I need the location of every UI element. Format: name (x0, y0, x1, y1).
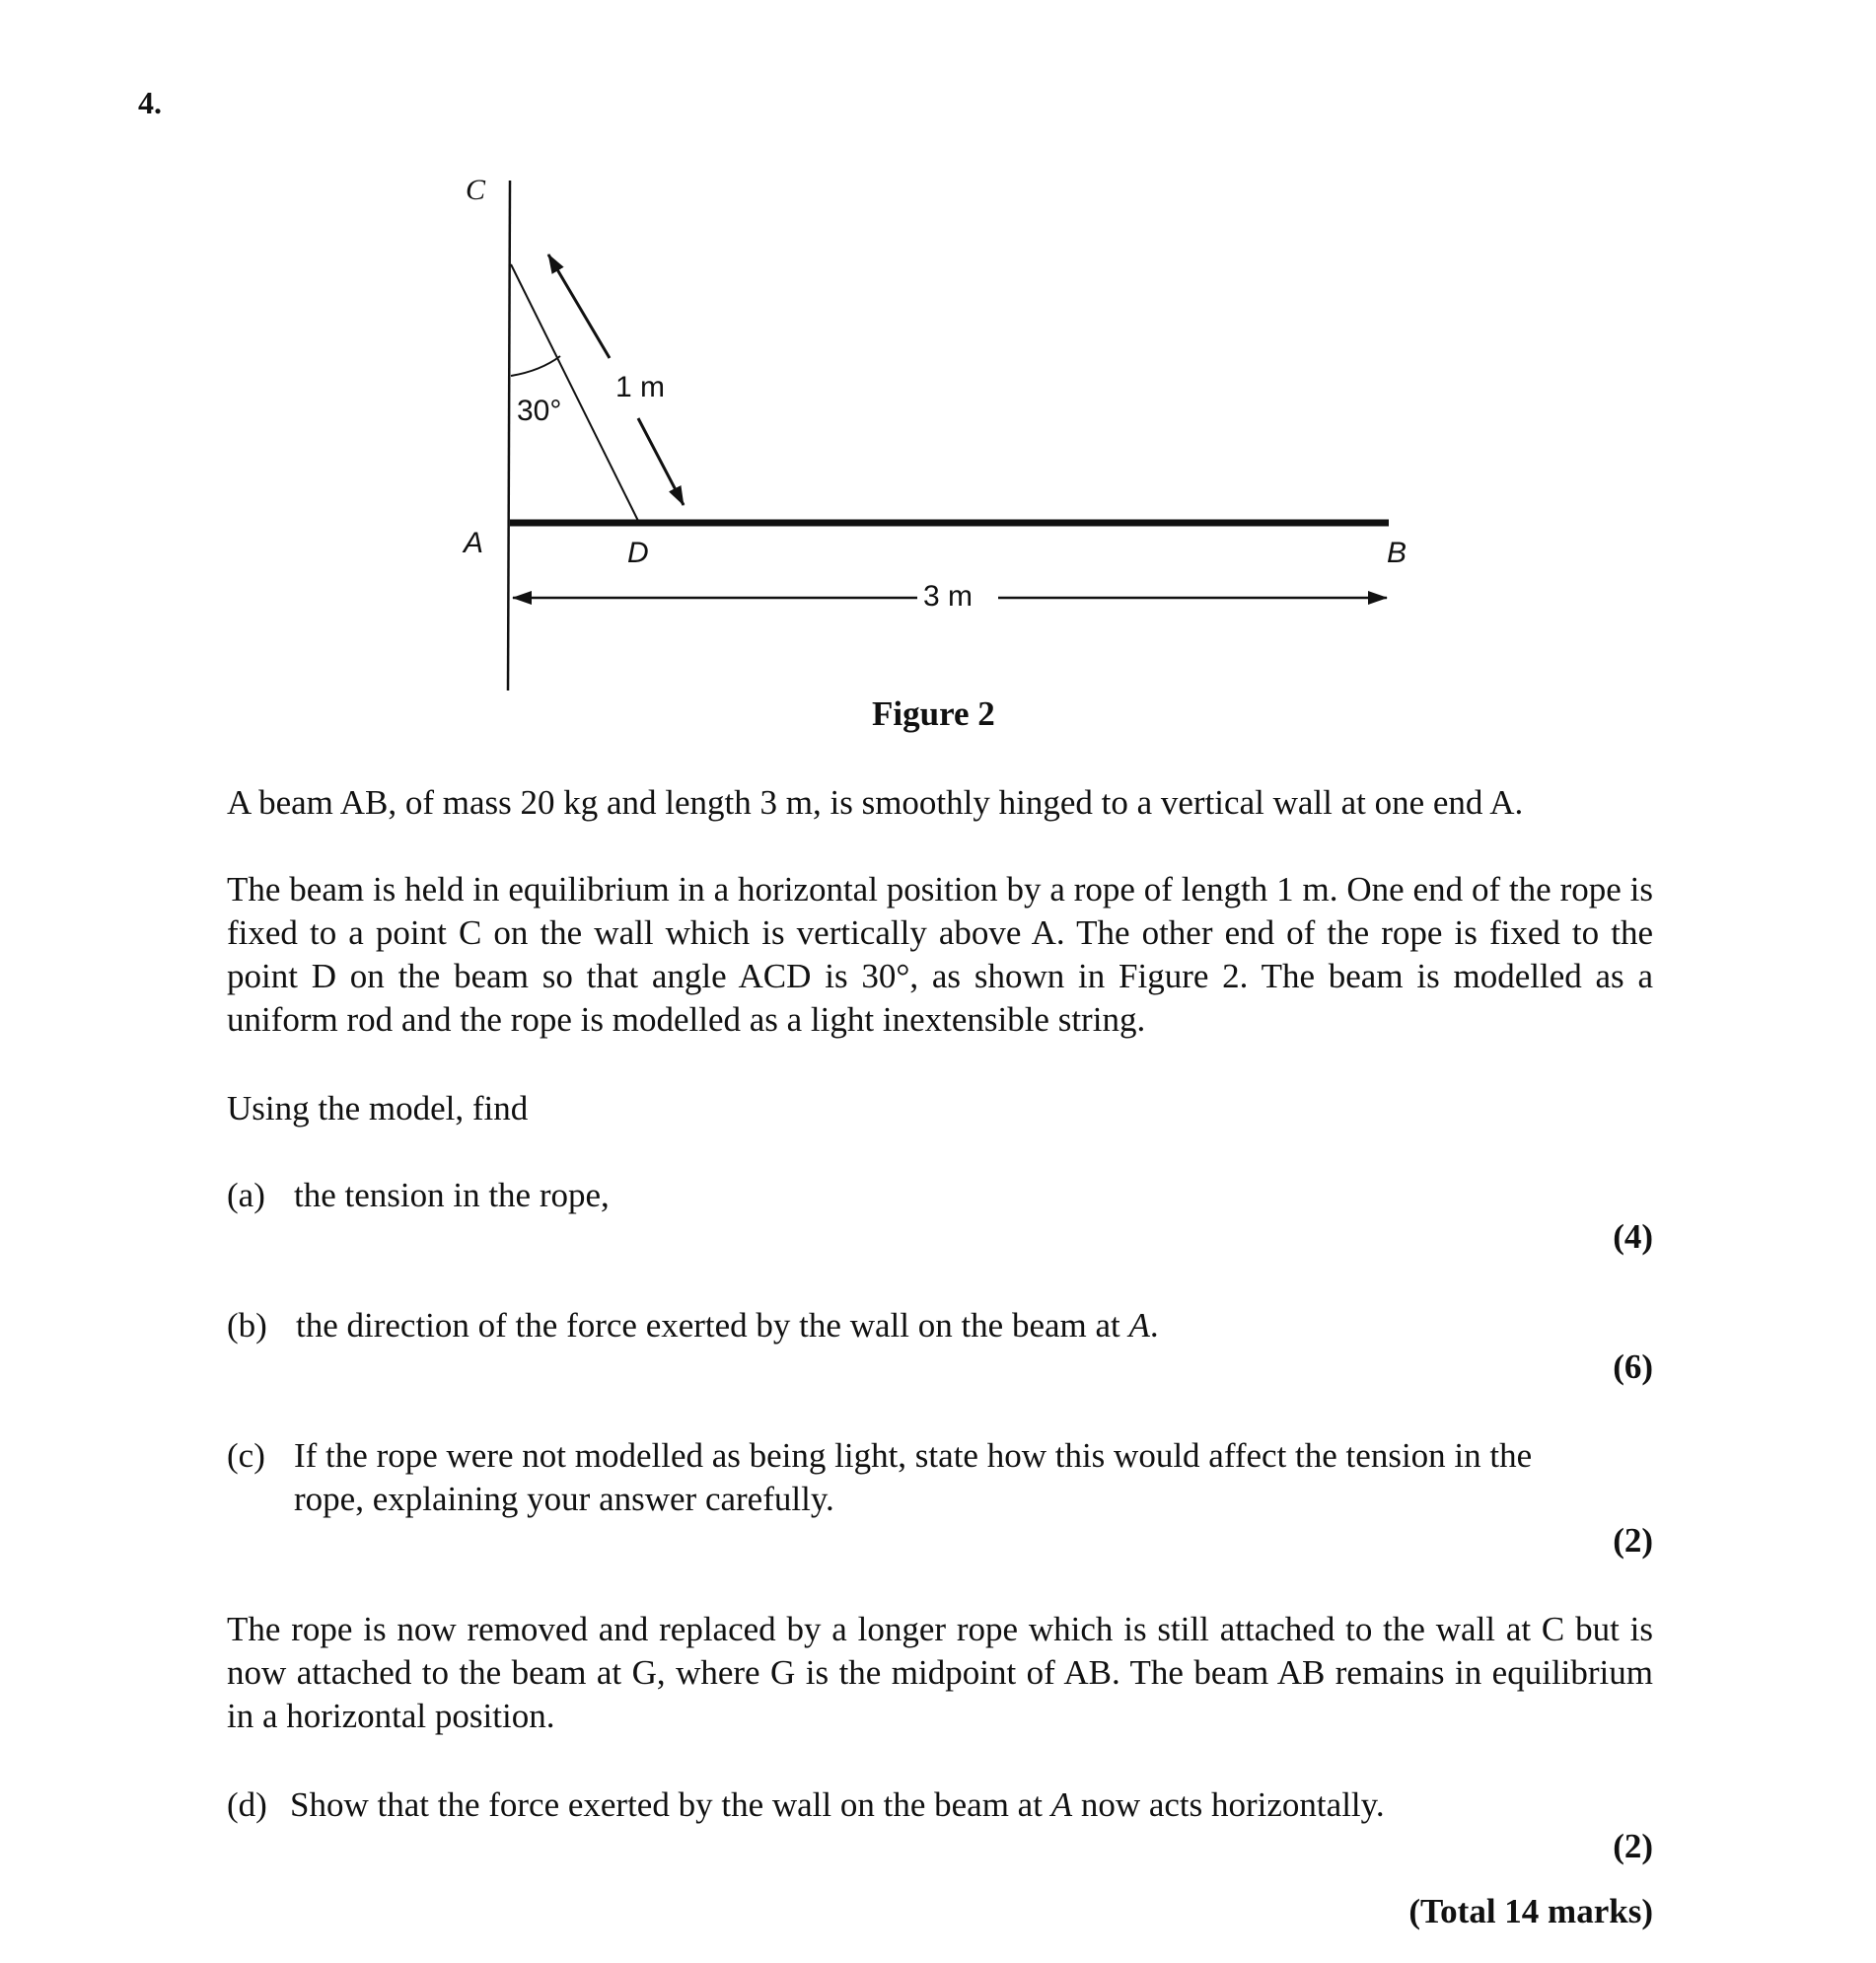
total-marks: (Total 14 marks) (1408, 1892, 1653, 1930)
figure-caption: Figure 2 (872, 694, 995, 733)
part-a (227, 1174, 1653, 1221)
angle-label: 30° (517, 395, 562, 427)
figure-2-diagram (0, 0, 1876, 691)
rope-length-label: 1 m (615, 371, 666, 403)
part-b (227, 1304, 1653, 1351)
angle-arc (511, 356, 560, 376)
part-d (227, 1783, 1653, 1831)
intro-paragraph-2: The beam is held in equilibrium in a horizontal position by a rope of length 1 m. One end of the rope is fixed to a point C on the wall which is vertically above A. The other end of the rope is fixed to the point D on the beam so that angle ACD is 30°, as shown in Figure 2. The beam is modelled as a uniform rod and the rope is modelled as a light inextensible string. (227, 870, 1653, 1039)
part-b-marks: (6) (1613, 1347, 1653, 1386)
part-c-label: (c) (227, 1436, 265, 1475)
part-b-text: the direction of the force exerted by the wall on the beam at A. (296, 1306, 1159, 1345)
part-c-text: If the rope were not modelled as being light, state how this would affect the tension in the rope, explaining your answer carefully. (294, 1436, 1533, 1518)
label-point-a: A (464, 527, 484, 559)
intro-paragraph-3: Using the model, find (227, 1089, 529, 1127)
label-point-d: D (627, 537, 649, 569)
wall-line (508, 181, 510, 691)
part-a-marks: (4) (1613, 1217, 1653, 1256)
part-b-label: (b) (227, 1306, 267, 1345)
rope-length-arrow-up (548, 254, 610, 358)
label-point-b: B (1387, 537, 1407, 569)
intro-paragraph-1: A beam AB, of mass 20 kg and length 3 m, is smoothly hinged to a vertical wall at one end A. (227, 783, 1524, 822)
part-c-marks: (2) (1613, 1521, 1653, 1560)
question-number: 4. (138, 85, 162, 120)
part-a-text: the tension in the rope, (294, 1176, 610, 1214)
part-d-marks: (2) (1613, 1827, 1653, 1865)
continuation-paragraph: The rope is now removed and replaced by a longer rope which is still attached to the wall at C but is now attached to the beam at G, where G is the midpoint of AB. The beam AB remains in equilibrium in a horizontal position. (227, 1610, 1653, 1735)
part-c (227, 1434, 1653, 1523)
part-d-text: Show that the force exerted by the wall on the beam at A now acts horizontally. (290, 1785, 1385, 1824)
part-d-label: (d) (227, 1785, 267, 1824)
label-point-c: C (466, 174, 486, 206)
part-a-label: (a) (227, 1176, 265, 1214)
beam-length-label: 3 m (923, 580, 974, 613)
rope-length-arrow-down (638, 418, 684, 505)
